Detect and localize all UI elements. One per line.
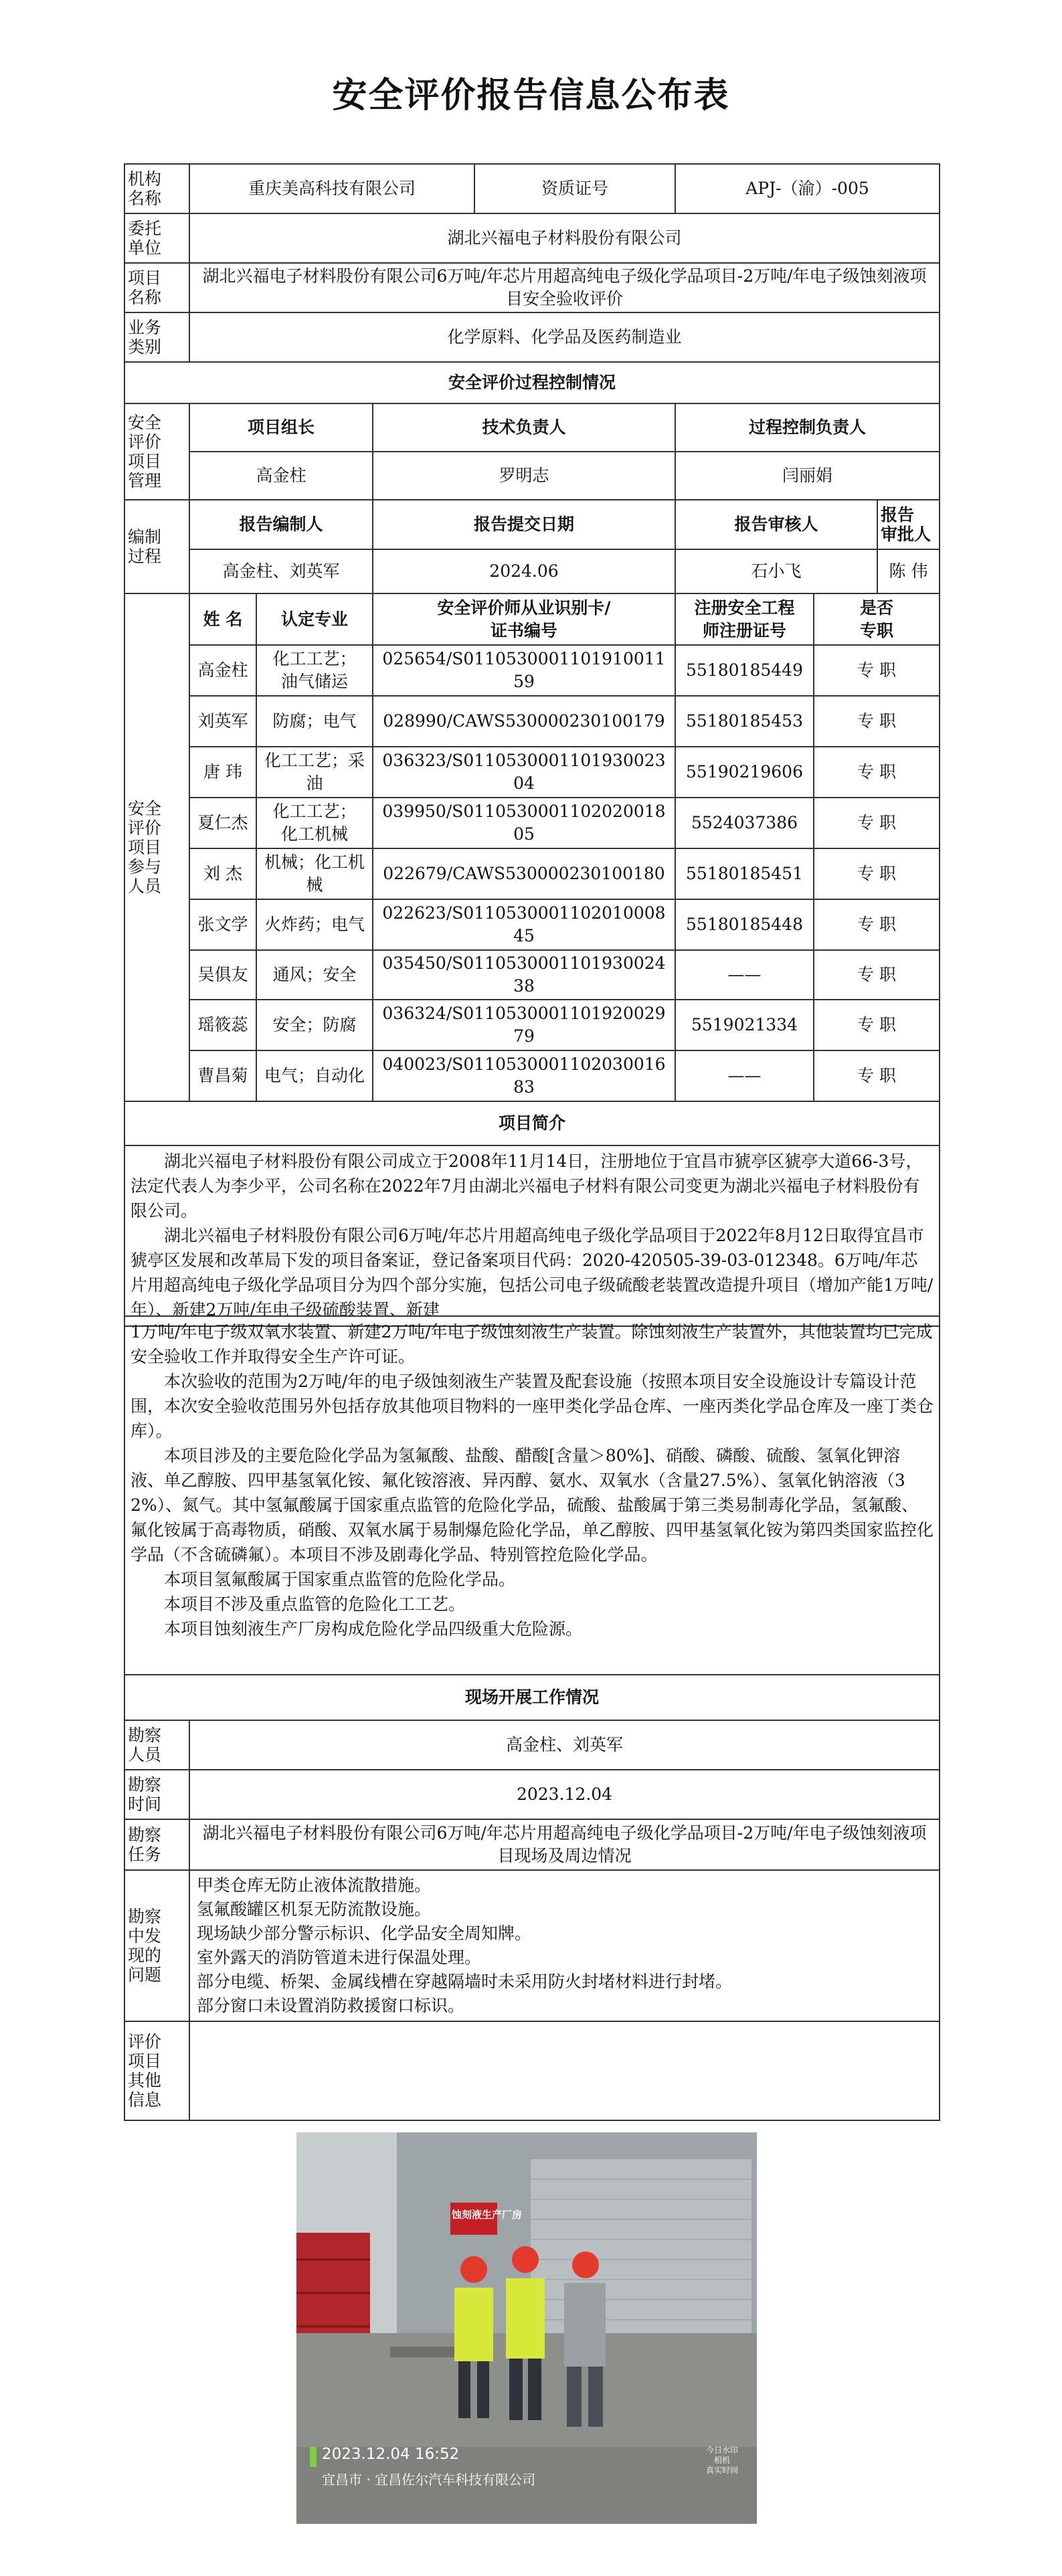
person-name: 张文学 <box>189 899 256 950</box>
person-fulltime: 专 职 <box>814 1000 940 1050</box>
site-task-label: 勘察 任务 <box>124 1819 189 1870</box>
site-people-value: 高金柱、刘英军 <box>189 1720 940 1770</box>
person-reg: 5524037386 <box>675 798 814 848</box>
intro-paragraph: 本次验收的范围为2万吨/年的电子级蚀刻液生产装置及配套设施（按照本项目安全设施设计专篇设计范围，本次安全验收范围另外包括存放其他项目物料的一座甲类化学品仓库、一座丙类化学品仓库及一座丁类仓库）。 <box>130 1372 934 1441</box>
person-fulltime: 专 职 <box>814 747 940 798</box>
stamp-line: 相机 <box>714 2456 731 2465</box>
cert-value: APJ-（渝）-005 <box>675 164 940 213</box>
person-major: 化工工艺； 化工机械 <box>256 798 373 848</box>
reviewer-header: 报告审核人 <box>675 500 877 549</box>
fulltime-header: 是否 专职 <box>814 593 940 645</box>
process-section-title: 安全评价过程控制情况 <box>124 362 940 403</box>
photo-timestamp: 2023.12.04 16:52 <box>322 2446 460 2463</box>
person-fulltime: 专 职 <box>814 798 940 848</box>
mgmt-label: 安全 评价 项目 管理 <box>124 403 189 500</box>
reg-header: 注册安全工程 师注册证号 <box>675 593 814 645</box>
site-photo <box>296 2132 757 2524</box>
person-cert: 022679/CAWS530000230100180 <box>373 848 675 899</box>
person-major: 化工工艺； 油气储运 <box>256 645 373 696</box>
leader-header: 项目组长 <box>189 403 373 452</box>
site-issues-label: 勘察 中发 现的 问题 <box>124 1870 189 2021</box>
ctrl-value: 闫丽娟 <box>675 452 940 500</box>
person-reg: 5519021334 <box>675 1000 814 1050</box>
stamp-line: 真实时间 <box>706 2466 739 2475</box>
client-label: 委托 单位 <box>124 213 189 263</box>
business-label: 业务 类别 <box>124 312 189 362</box>
date-header: 报告提交日期 <box>373 500 675 549</box>
edit-label: 编制 过程 <box>124 500 189 593</box>
site-task-value: 湖北兴福电子材料股份有限公司6万吨/年芯片用超高纯电子级化学品项目-2万吨/年电子级蚀刻液项目现场及周边情况 <box>189 1819 940 1870</box>
stamp-line: 今日水印 <box>706 2446 739 2455</box>
person-major: 机械；化工机械 <box>256 848 373 899</box>
org-label: 机构 名称 <box>124 164 189 213</box>
cert-header: 安全评价师从业识别卡/ 证书编号 <box>373 593 675 645</box>
person-cert: 036323/S011053000110193002304 <box>373 747 675 798</box>
person-reg: 55180185453 <box>675 696 814 747</box>
table-row <box>124 645 940 696</box>
site-people-label: 勘察 人员 <box>124 1720 189 1770</box>
site-other-value <box>189 2021 940 2120</box>
table-row <box>124 1050 940 1101</box>
site-section-title: 现场开展工作情况 <box>124 1675 940 1720</box>
person-major: 火炸药；电气 <box>256 899 373 950</box>
site-time-value: 2023.12.04 <box>189 1770 940 1819</box>
watermark-stamp <box>706 2446 738 2476</box>
person-name: 刘 杰 <box>189 848 256 899</box>
intro-paragraph: 本项目涉及的主要危险化学品为氢氟酸、盐酸、醋酸[含量＞80%]、硝酸、磷酸、硫酸、氢氧化钾溶液、单乙醇胺、四甲基氢氧化铵、氟化铵溶液、异丙醇、氨水、双氧水（含量27.5%）、氢氧化钠溶液（32%）、氮气。其中氢氟酸属于国家重点监管的危险化学品，硫酸、盐酸属于第三类易制毒化学品，氢氟酸、氟化铵属于高毒物质，硝酸、双氧水属于易制爆危险化学品，单乙醇胺、四甲基氢氧化铵为第四类国家监控化学品（不含硫磷氟）。本项目不涉及剧毒化学品、特别管控危险化学品。 <box>130 1446 934 1564</box>
tech-value: 罗明志 <box>373 452 675 500</box>
table-row <box>124 899 940 950</box>
person-name: 刘英军 <box>189 696 256 747</box>
project-value: 湖北兴福电子材料股份有限公司6万吨/年芯片用超高纯电子级化学品项目-2万吨/年电子级蚀刻液项目安全验收评价 <box>189 263 940 312</box>
person-reg: 55190219606 <box>675 747 814 798</box>
person-reg: 55180185448 <box>675 899 814 950</box>
reviewer-value: 石小飞 <box>675 549 877 593</box>
person-major: 防腐；电气 <box>256 696 373 747</box>
person-major: 安全；防腐 <box>256 1000 373 1050</box>
person-cert: 040023/S011053000110203001683 <box>373 1050 675 1101</box>
person-reg: —— <box>675 1050 814 1101</box>
name-header: 姓 名 <box>189 593 256 645</box>
leader-value: 高金柱 <box>189 452 373 500</box>
table-row <box>124 747 940 798</box>
person-name: 曹昌菊 <box>189 1050 256 1101</box>
intro-part2 <box>124 1316 940 1675</box>
person-cert: 035450/S011053000110193002438 <box>373 950 675 1000</box>
info-table-part1 <box>124 163 940 1327</box>
info-table-part2 <box>124 1315 940 2121</box>
person-reg: 55180185449 <box>675 645 814 696</box>
person-cert: 028990/CAWS530000230100179 <box>373 696 675 747</box>
person-name: 瑶筱蕊 <box>189 1000 256 1050</box>
person-fulltime: 专 职 <box>814 1050 940 1101</box>
intro-paragraph: 本项目蚀刻液生产厂房构成危险化学品四级重大危险源。 <box>164 1619 583 1639</box>
approver-value: 陈 伟 <box>877 549 940 593</box>
ctrl-header: 过程控制负责人 <box>675 403 940 452</box>
table-row <box>124 696 940 747</box>
table-row <box>124 848 940 899</box>
personnel-label: 安全 评价 项目 参与 人员 <box>124 593 189 1101</box>
client-value: 湖北兴福电子材料股份有限公司 <box>189 213 940 263</box>
person-fulltime: 专 职 <box>814 645 940 696</box>
person-name: 夏仁杰 <box>189 798 256 848</box>
tech-header: 技术负责人 <box>373 403 675 452</box>
intro-paragraph: 湖北兴福电子材料股份有限公司成立于2008年11月14日，注册地位于宜昌市猇亭区猇亭大道66-3号，法定代表人为李少平，公司名称在2022年7月由湖北兴福电子材料有限公司变更为湖北兴福电子材料股份有限公司。 <box>130 1152 923 1220</box>
person-cert: 039950/S011053000110202001805 <box>373 798 675 848</box>
person-name: 吴俱友 <box>189 950 256 1000</box>
person-major: 化工工艺；采油 <box>256 747 373 798</box>
intro-part1 <box>124 1145 940 1326</box>
table-row <box>124 950 940 1000</box>
major-header: 认定专业 <box>256 593 373 645</box>
person-fulltime: 专 职 <box>814 950 940 1000</box>
person-cert: 036324/S011053000110192002979 <box>373 1000 675 1050</box>
site-photo-scene <box>296 2132 757 2524</box>
sign-label: 蚀刻液生产厂房 <box>452 2209 523 2221</box>
intro-paragraph: 本项目不涉及重点监管的危险化工工艺。 <box>164 1594 466 1614</box>
photo-location: 宜昌市 · 宜昌佐尔汽车科技有限公司 <box>322 2472 536 2488</box>
date-value: 2024.06 <box>373 549 675 593</box>
person-name: 高金柱 <box>189 645 256 696</box>
compiler-header: 报告编制人 <box>189 500 373 549</box>
table-row <box>124 798 940 848</box>
person-cert: 022623/S011053000110201000845 <box>373 899 675 950</box>
intro-paragraph: 本项目氢氟酸属于国家重点监管的危险化学品。 <box>164 1570 516 1589</box>
approver-header: 报告 审批人 <box>877 500 940 549</box>
intro-paragraph: 1万吨/年电子级双氧水装置、新建2万吨/年电子级蚀刻液生产装置。除蚀刻液生产装置外，其他装置均已完成安全验收工作并取得安全生产许可证。 <box>130 1322 933 1366</box>
person-reg: —— <box>675 950 814 1000</box>
intro-section-title: 项目简介 <box>124 1101 940 1145</box>
compiler-value: 高金柱、刘英军 <box>189 549 373 593</box>
person-major: 电气；自动化 <box>256 1050 373 1101</box>
site-time-label: 勘察 时间 <box>124 1770 189 1819</box>
table-row <box>124 1000 940 1050</box>
cert-label: 资质证号 <box>474 164 675 213</box>
person-cert: 025654/S011053000110191001159 <box>373 645 675 696</box>
org-value: 重庆美高科技有限公司 <box>189 164 474 213</box>
person-name: 唐 玮 <box>189 747 256 798</box>
person-fulltime: 专 职 <box>814 848 940 899</box>
site-other-label: 评价 项目 其他 信息 <box>124 2021 189 2120</box>
intro-paragraph: 湖北兴福电子材料股份有限公司6万吨/年芯片用超高纯电子级化学品项目于2022年8月12日取得宜昌市猇亭区发展和改革局下发的项目备案证，登记备案项目代码：2020-420505-39-03-012348。6万吨/年芯片用超高纯电子级化学品项目分为四个部分实施，包括公司电子级硫酸老装置改造提升项目（增加产能1万吨/年）、新建2万吨/年电子级硫酸装置、新建 <box>130 1226 934 1319</box>
person-major: 通风；安全 <box>256 950 373 1000</box>
person-fulltime: 专 职 <box>814 899 940 950</box>
person-reg: 55180185451 <box>675 848 814 899</box>
business-value: 化学原料、化学品及医药制造业 <box>189 312 940 362</box>
person-fulltime: 专 职 <box>814 696 940 747</box>
site-issues-value: 甲类仓库无防止液体流散措施。 氢氟酸罐区机泵无防流散设施。 现场缺少部分警示标识、化学品安全周知牌。 室外露天的消防管道未进行保温处理。 部分电缆、桥架、金属线槽在穿越隔墙时未采用防火封堵材料进行封堵。 部分窗口未设置消防救援窗口标识。 <box>189 1870 940 2021</box>
project-label: 项目 名称 <box>124 263 189 312</box>
page-title: 安全评价报告信息公布表 <box>332 75 730 116</box>
